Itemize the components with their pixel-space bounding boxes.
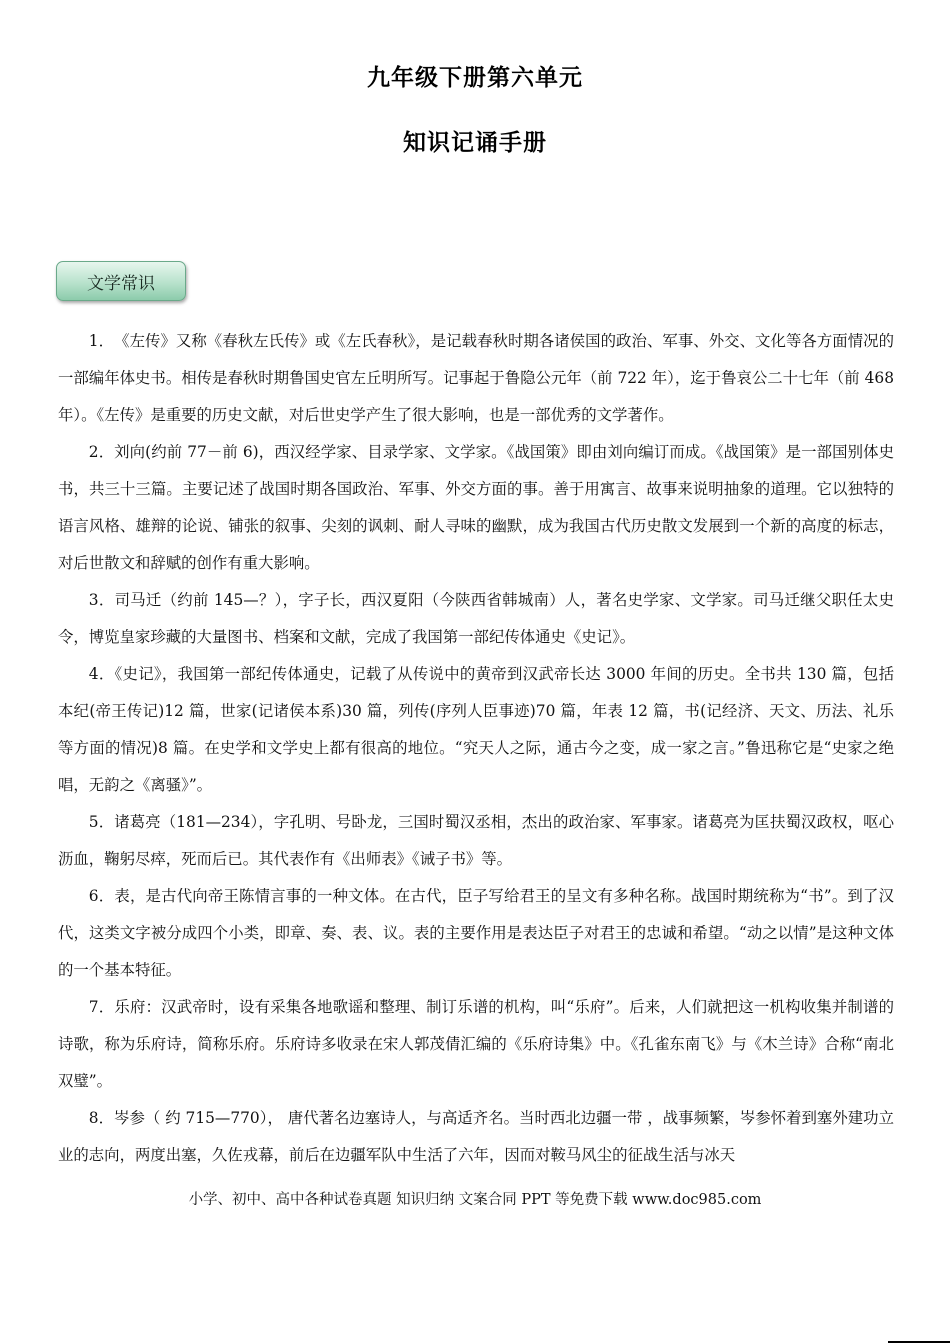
paragraph-1: 1． 《左传》又称《春秋左氏传》或《左氏春秋》，是记载春秋时期各诸侯国的政治、军事、外交、文化等各方面情况的一部编年体史书。相传是春秋时期鲁国史官左丘明所写。记事起于鲁隐公元年（前 722 年），迄于鲁哀公二十七年（前 468 年）。《左传》是重要的历史文献，对后世史学产生了很大影响，也是一部优秀的文学著作。: [58, 332, 894, 424]
page-title: 九年级下册第六单元: [367, 65, 583, 91]
page-footer: 小学、初中、高中各种试卷真题 知识归纳 文案合同 PPT 等免费下载 www.doc985.com: [188, 1192, 762, 1208]
paragraph-8: 8．岑参（ 约 715—770）， 唐代著名边塞诗人，与高适齐名。当时西北边疆一带 ，战事频繁，岑参怀着到塞外建功立业的志向，两度出塞，久佐戎幕，前后在边疆军队中生活了六年，因而对鞍马风尘的征战生活与冰天: [58, 1109, 894, 1164]
paragraph-5: 5．诸葛亮（181—234），字孔明、号卧龙，三国时蜀汉丞相，杰出的政治家、军事家。诸葛亮为匡扶蜀汉政权，呕心沥血，鞠躬尽瘁，死而后已。其代表作有《出师表》《诫子书》等。: [58, 813, 894, 868]
paragraph-7: 7．乐府：汉武帝时，设有采集各地歌谣和整理、制订乐谱的机构，叫“乐府”。后来，人们就把这一机构收集并制谱的诗歌，称为乐府诗，简称乐府。乐府诗多收录在宋人郭茂倩汇编的《乐府诗集》中。《孔雀东南飞》与《木兰诗》合称“南北双璧”。: [58, 998, 894, 1090]
paragraph-6: 6．表，是古代向帝王陈情言事的一种文体。在古代，臣子写给君王的呈文有多种名称。战国时期统称为“书”。到了汉代，这类文字被分成四个小类，即章、奏、表、议。表的主要作用是表达臣子对君王的忠诚和希望。“动之以情”是这种文体的一个基本特征。: [58, 887, 894, 979]
content-body: [58, 323, 894, 1174]
paragraph-4: 4．《史记》，我国第一部纪传体通史，记载了从传说中的黄帝到汉武帝长达 3000 年间的历史。全书共 130 篇，包括本纪(帝王传记)12 篇，世家(记诸侯本系)30 篇，列传(序列人臣事迹)70 篇，年表 12 篇，书(记经济、天文、历法、礼乐等方面的情况)8 篇。在史学和文学史上都有很高的地位。“究天人之际，通古今之变，成一家之言。”鲁迅称它是“史家之绝唱，无韵之《离骚》”。: [58, 665, 894, 794]
corner-rule: [888, 1341, 950, 1343]
paragraph-3: 3．司马迁（约前 145—？），字子长，西汉夏阳（今陕西省韩城南）人，著名史学家、文学家。司马迁继父职任太史令，博览皇家珍藏的大量图书、档案和文献，完成了我国第一部纪传体通史《史记》。: [58, 591, 894, 646]
page-subtitle: 知识记诵手册: [403, 130, 547, 156]
section-label-literary-knowledge: 文学常识: [56, 261, 186, 301]
paragraph-2: 2．刘向(约前 77－前 6)，西汉经学家、目录学家、文学家。《战国策》即由刘向编订而成。《战国策》是一部国别体史书，共三十三篇。主要记述了战国时期各国政治、军事、外交方面的事。善于用寓言、故事来说明抽象的道理。它以独特的语言风格、雄辩的论说、铺张的叙事、尖刻的讽刺、耐人寻味的幽默，成为我国古代历史散文发展到一个新的高度的标志，对后世散文和辞赋的创作有重大影响。: [58, 443, 894, 572]
